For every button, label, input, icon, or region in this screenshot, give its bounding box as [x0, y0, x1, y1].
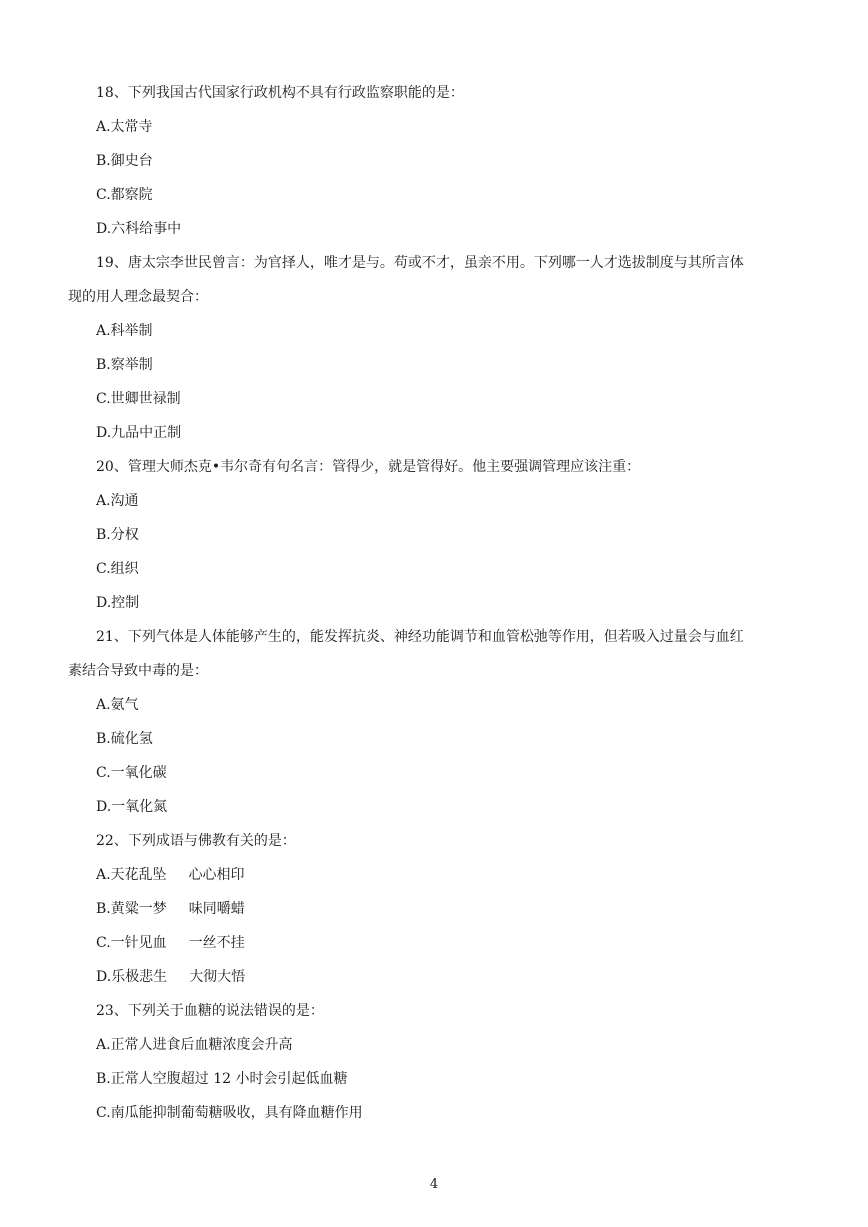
question-text: 21、下列气体是人体能够产生的，能发挥抗炎、神经功能调节和血管松弛等作用，但若吸入过量会与血红 — [96, 629, 744, 645]
question-text: 22、下列成语与佛教有关的是： — [96, 833, 296, 849]
question-20 — [68, 450, 806, 620]
option-c: C.一氧化碳 — [96, 765, 167, 781]
question-23 — [68, 994, 806, 1130]
option-b: B.分权 — [96, 527, 139, 543]
question-list — [68, 76, 806, 1130]
option-a: A.正常人进食后血糖浓度会升高 — [96, 1037, 293, 1053]
option-d-idiom-2: 大彻大悟 — [189, 969, 246, 985]
question-text: 19、唐太宗李世民曾言：为官择人，唯才是与。苟或不才，虽亲不用。下列哪一人才选拔制度与其所言体 — [96, 255, 744, 271]
question-text-continued: 现的用人理念最契合： — [68, 289, 208, 305]
option-a-idiom-2: 心心相印 — [188, 867, 245, 883]
option-c-idiom-1: C.一针见血 — [96, 935, 167, 951]
question-text: 20、管理大师杰克•韦尔奇有句名言：管得少，就是管得好。他主要强调管理应该注重： — [96, 459, 641, 475]
option-c: C.组织 — [96, 561, 139, 577]
option-d: D.九品中正制 — [96, 425, 182, 441]
question-18 — [68, 76, 806, 246]
option-a: A.科举制 — [96, 323, 153, 339]
option-a — [68, 858, 806, 892]
option-a: A.沟通 — [96, 493, 139, 509]
option-c: C.世卿世禄制 — [96, 391, 181, 407]
option-d: D.六科给事中 — [96, 221, 182, 237]
question-text-continued: 素结合导致中毒的是： — [68, 663, 208, 679]
option-b-idiom-1: B.黄粱一梦 — [96, 901, 167, 917]
option-b: B.御史台 — [96, 153, 153, 169]
question-21 — [68, 620, 806, 824]
option-c: C.南瓜能抑制葡萄糖吸收，具有降血糖作用 — [96, 1105, 363, 1121]
option-d — [68, 960, 806, 994]
option-b: B.硫化氢 — [96, 731, 153, 747]
option-b-idiom-2: 味同嚼蜡 — [188, 901, 245, 917]
option-c: C.都察院 — [96, 187, 153, 203]
page-number: 4 — [429, 1177, 439, 1192]
option-d: D.控制 — [96, 595, 140, 611]
option-c-idiom-2: 一丝不挂 — [188, 935, 245, 951]
option-d: D.一氧化氮 — [96, 799, 168, 815]
question-22 — [68, 824, 806, 994]
option-a-idiom-1: A.天花乱坠 — [96, 867, 167, 883]
option-a: A.太常寺 — [96, 119, 153, 135]
question-19 — [68, 246, 806, 450]
question-text: 18、下列我国古代国家行政机构不具有行政监察职能的是： — [96, 85, 464, 101]
option-b: B.察举制 — [96, 357, 153, 373]
option-b: B.正常人空腹超过 12 小时会引起低血糖 — [96, 1071, 348, 1087]
option-b — [68, 892, 806, 926]
option-a: A.氨气 — [96, 697, 139, 713]
question-text: 23、下列关于血糖的说法错误的是： — [96, 1003, 324, 1019]
option-c — [68, 926, 806, 960]
option-d-idiom-1: D.乐极悲生 — [96, 969, 168, 985]
